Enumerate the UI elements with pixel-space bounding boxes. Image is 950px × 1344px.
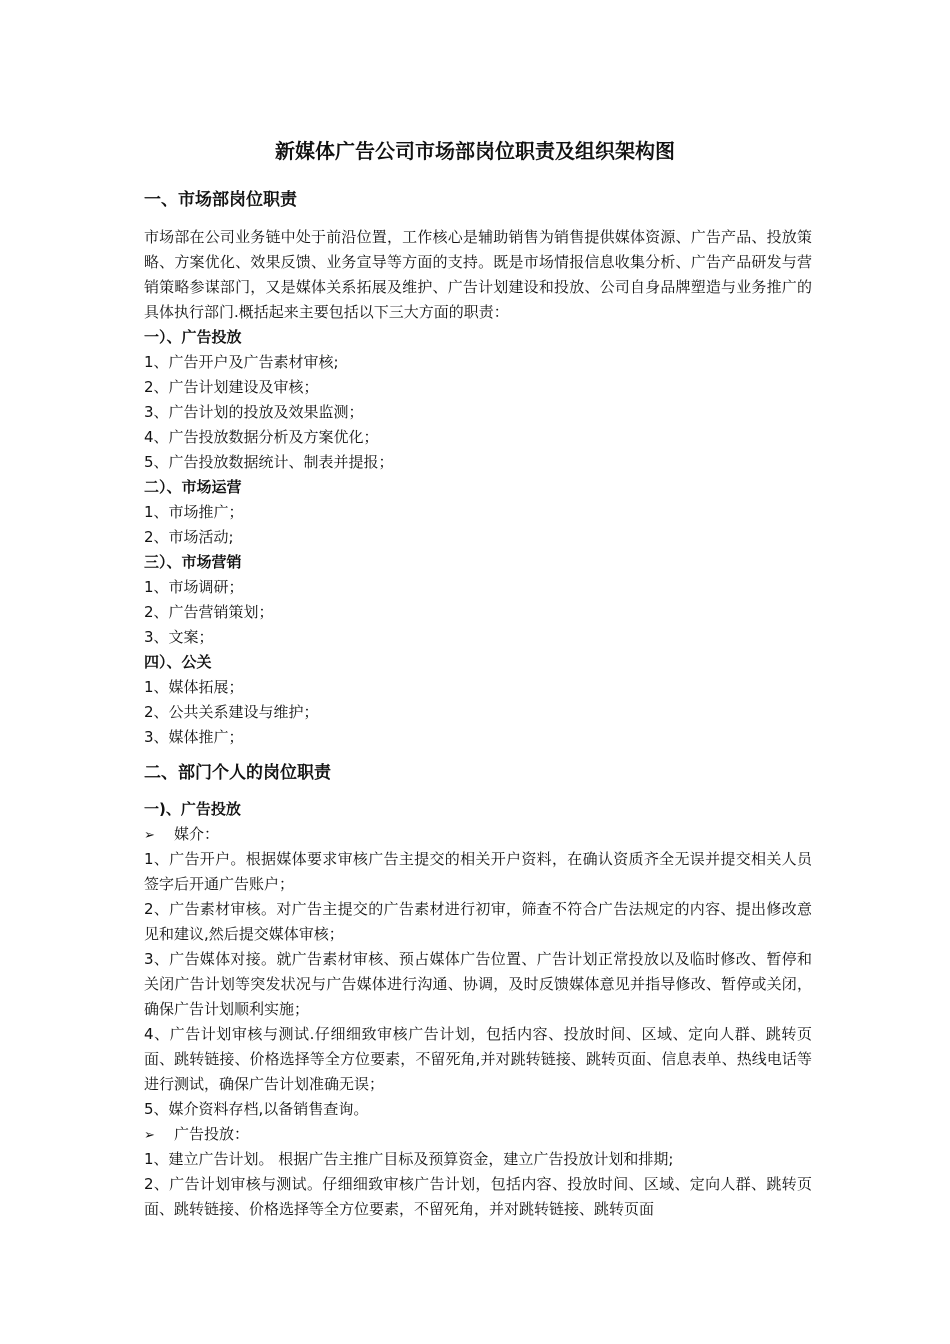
arrow-bullet-icon: ➢ [144, 828, 155, 843]
section-1-body [144, 225, 812, 750]
list-item: 3、媒体推广； [144, 728, 244, 746]
document-title: 新媒体广告公司市场部岗位职责及组织架构图 [275, 139, 675, 163]
section-1-heading: 一、市场部岗位职责 [144, 190, 297, 210]
bullet-media [144, 822, 812, 847]
paragraph: 2、广告素材审核。对广告主提交的广告素材进行初审，筛查不符合广告法规定的内容、提出修改意见和建议,然后提交媒体审核； [144, 900, 812, 943]
paragraph: 1、广告开户。根据媒体要求审核广告主提交的相关开户资料，在确认资质齐全无误并提交相关人员签字后开通广告账户； [144, 850, 812, 893]
bullet-label: 广告投放： [174, 1125, 250, 1143]
paragraph: 1、建立广告计划。 根据广告主推广目标及预算资金，建立广告投放计划和排期; [144, 1150, 674, 1168]
bullet-delivery [144, 1122, 812, 1147]
list-item: 2、广告计划建设及审核； [144, 378, 319, 396]
subsection-title: 一)、广告投放 [144, 800, 241, 818]
list-item: 2、广告营销策划； [144, 603, 274, 621]
list-item: 1、媒体拓展； [144, 678, 244, 696]
group-title: 一）、广告投放 [144, 328, 242, 346]
list-item: 2、市场活动; [144, 528, 234, 546]
list-item: 1、市场调研； [144, 578, 244, 596]
group-title: 三）、市场营销 [144, 553, 242, 571]
group-title: 四）、公关 [144, 653, 212, 671]
section-2-heading: 二、部门个人的岗位职责 [144, 763, 331, 783]
paragraph: 2、广告计划审核与测试。仔细细致审核广告计划，包括内容、投放时间、区域、定向人群、跳转页面、跳转链接、价格选择等全方位要素，不留死角，并对跳转链接、跳转页面 [144, 1175, 812, 1218]
section-2-body [144, 797, 812, 1222]
list-item: 2、公共关系建设与维护； [144, 703, 319, 721]
arrow-bullet-icon: ➢ [144, 1128, 155, 1143]
list-item: 3、广告计划的投放及效果监测； [144, 403, 364, 421]
section-1-intro: 市场部在公司业务链中处于前沿位置，工作核心是辅助销售为销售提供媒体资源、广告产品、投放策略、方案优化、效果反馈、业务宣导等方面的支持。既是市场情报信息收集分析、广告产品研发与营销策略参谋部门，又是媒体关系拓展及维护、广告计划建设和投放、公司自身品牌塑造与业务推广的具体执行部门.概括起来主要包括以下三大方面的职责： [144, 228, 812, 321]
list-item: 3、文案； [144, 628, 214, 646]
paragraph: 3、广告媒体对接。就广告素材审核、预占媒体广告位置、广告计划正常投放以及临时修改、暂停和关闭广告计划等突发状况与广告媒体进行沟通、协调，及时反馈媒体意见并指导修改、暂停或关闭，确保广告计划顺利实施； [144, 950, 812, 1018]
paragraph: 5、媒介资料存档,以备销售查询。 [144, 1100, 369, 1118]
group-title: 二）、市场运营 [144, 478, 242, 496]
list-item: 5、广告投放数据统计、制表并提报； [144, 453, 394, 471]
list-item: 1、市场推广； [144, 503, 244, 521]
bullet-label: 媒介： [174, 825, 220, 843]
list-item: 4、广告投放数据分析及方案优化； [144, 428, 379, 446]
paragraph: 4、广告计划审核与测试.仔细细致审核广告计划，包括内容、投放时间、区域、定向人群、跳转页面、跳转链接、价格选择等全方位要素，不留死角,并对跳转链接、跳转页面、信息表单、热线电话等进行测试，确保广告计划准确无误； [144, 1025, 812, 1093]
list-item: 1、广告开户及广告素材审核; [144, 353, 339, 371]
